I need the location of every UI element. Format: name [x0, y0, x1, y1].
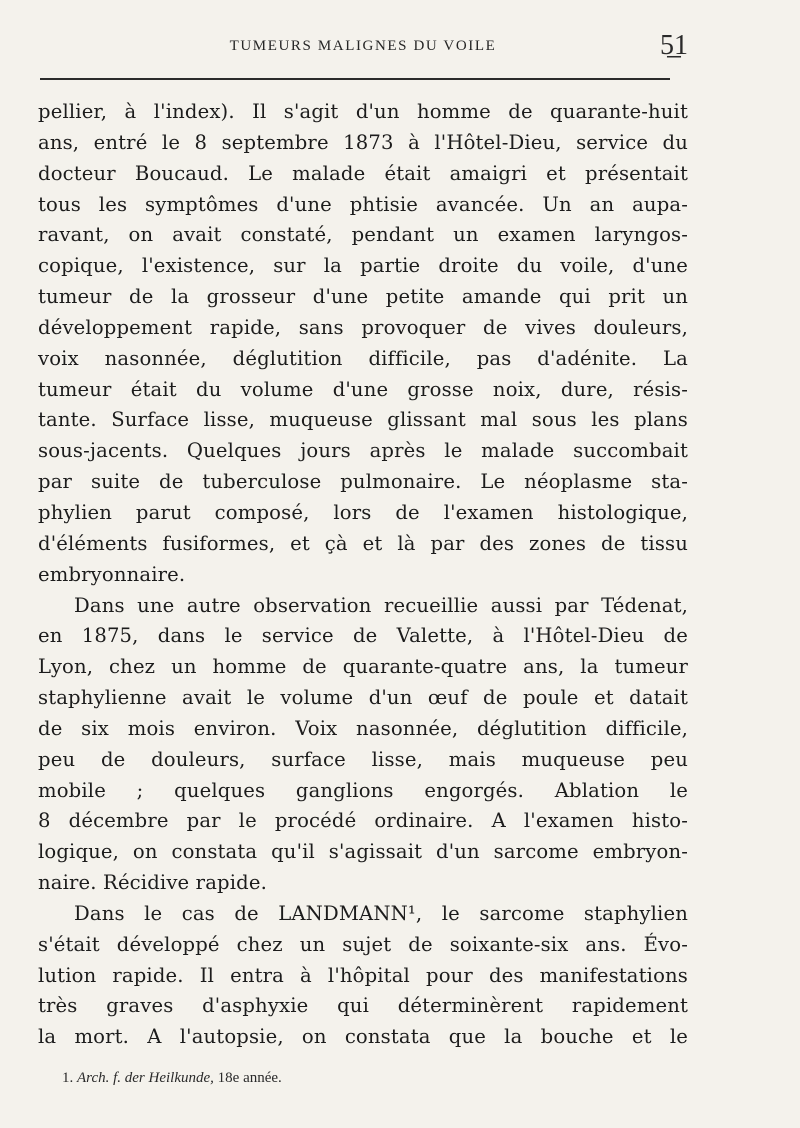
text-line: tous les symptômes d'une phtisie avancée. Un an aupa- — [38, 192, 688, 216]
page-number: 5̲1 — [660, 30, 688, 61]
text-line: en 1875, dans le service de Valette, à l'Hôtel-Dieu de — [38, 624, 688, 648]
text-line: peu de douleurs, surface lisse, mais muqueuse peu — [38, 747, 688, 771]
running-title: TUMEURS MALIGNES DU VOILE — [229, 38, 497, 54]
running-head — [38, 30, 688, 62]
text-line: naire. Récidive rapide. — [38, 871, 267, 895]
text-line: embryonnaire. — [38, 562, 186, 586]
text-line: Lyon, chez un homme de quarante-quatre ans, la tumeur — [38, 655, 688, 679]
text-line: sous-jacents. Quelques jours après le malade succombait — [38, 439, 688, 463]
text-line: 8 décembre par le procédé ordinaire. A l'examen histo- — [38, 809, 688, 833]
text-line: ans, entré le 8 septembre 1873 à l'Hôtel-Dieu, service du — [38, 130, 688, 154]
text-line: voix nasonnée, déglutition difficile, pas d'adénite. La — [38, 346, 688, 370]
text-line: de six mois environ. Voix nasonnée, déglutition difficile, — [38, 716, 688, 740]
text-line: développement rapide, sans provoquer de vives douleurs, — [38, 315, 688, 339]
body-text — [38, 97, 688, 1053]
paragraph-start-line: Dans le cas de LANDMANN¹, le sarcome staphylien — [74, 901, 688, 925]
text-line: ravant, on avait constaté, pendant un examen laryngos- — [38, 223, 688, 247]
text-line: d'éléments fusiformes, et çà et là par des zones de tissu — [38, 531, 688, 555]
text-line: copique, l'existence, sur la partie droite du voile, d'une — [38, 254, 688, 278]
footnote — [62, 1070, 282, 1087]
text-line: tumeur était du volume d'une grosse noix, dure, résis- — [38, 377, 688, 401]
text-line: phylien parut composé, lors de l'examen histologique, — [38, 500, 688, 524]
text-line: par suite de tuberculose pulmonaire. Le néoplasme sta- — [38, 470, 688, 494]
text-line: lution rapide. Il entra à l'hôpital pour des manifestations — [38, 963, 688, 987]
text-line: tumeur de la grosseur d'une petite amande qui prit un — [38, 285, 688, 309]
text-line: mobile ; quelques ganglions engorgés. Ablation le — [38, 778, 688, 802]
header-rule — [40, 78, 670, 80]
footnote-number: 1. — [62, 1070, 74, 1086]
text-line: staphylienne avait le volume d'un œuf de poule et datait — [38, 686, 688, 710]
text-line: la mort. A l'autopsie, on constata que la bouche et le — [38, 1025, 688, 1049]
text-line: tante. Surface lisse, muqueuse glissant mal sous les plans — [38, 408, 688, 432]
text-line: s'était développé chez un sujet de soixante-six ans. Évo- — [38, 932, 688, 956]
text-line: très graves d'asphyxie qui déterminèrent rapidement — [38, 994, 688, 1018]
footnote-source: Arch. f. der Heilkunde, — [77, 1070, 214, 1086]
paragraph-start-line: Dans une autre observation recueillie aussi par Tédenat, — [74, 593, 688, 617]
text-line: logique, on constata qu'il s'agissait d'un sarcome embryon- — [38, 840, 688, 864]
text-line: pellier, à l'index). Il s'agit d'un homme de quarante-huit — [38, 100, 688, 123]
text-line: docteur Boucaud. Le malade était amaigri et présentait — [38, 161, 688, 185]
footnote-text: 18e année. — [217, 1070, 282, 1086]
